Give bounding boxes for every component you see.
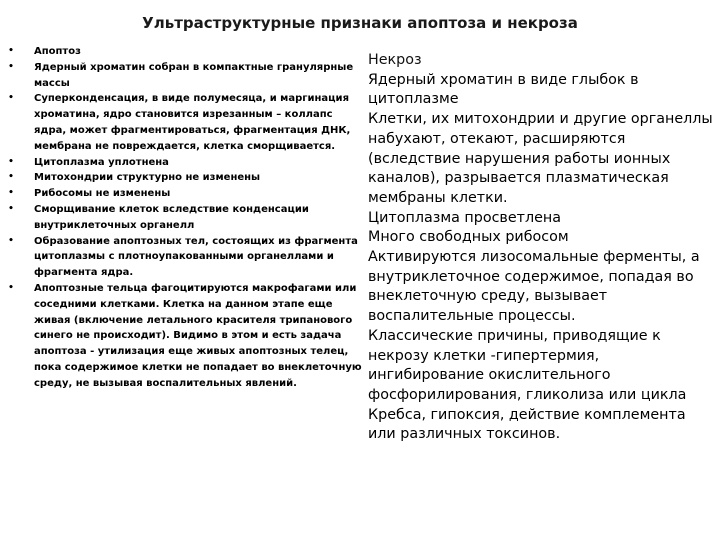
necrosis-paragraph: Цитоплазма просветлена <box>368 209 562 226</box>
apoptosis-item-text: Образование апоптозных тел, состоящих из фрагмента цитоплазмы с плотноупакованными органеллами и фрагмента ядра. <box>34 235 358 279</box>
bullet-icon: • <box>8 156 14 167</box>
bullet-icon: • <box>8 172 14 183</box>
necrosis-column <box>368 51 716 445</box>
apoptosis-item-text: Сморщивание клеток вследствие конденсации внутриклеточных органелл <box>34 203 309 231</box>
apoptosis-item <box>6 186 368 202</box>
necrosis-paragraph: Активируются лизосомальные ферменты, а внутриклеточное содержимое, попадая во внеклеточную среду, вызывает воспалительные процессы. <box>368 249 700 325</box>
apoptosis-item-text: Апоптозные тельца фагоцитируются макрофагами или соседними клетками. Клетка на данном этапе еще живая (включение летального красителя трипанового синего не происходит). Видимо в этом и есть задача апоптоза - утилизация еще живых апоптозных телец, пока содержимое клетки не попадает во внеклеточную среду, не вызывая воспалительных явлений. <box>34 282 362 389</box>
apoptosis-list <box>6 44 368 392</box>
necrosis-paragraph: Ядерный хроматин в виде глыбок в цитоплазме <box>368 71 639 108</box>
apoptosis-item-text: Ядерный хроматин собран в компактные гранулярные массы <box>34 61 354 89</box>
bullet-icon: • <box>8 235 14 246</box>
apoptosis-item <box>6 234 368 281</box>
bullet-icon: • <box>8 188 14 199</box>
bullet-icon: • <box>8 46 14 56</box>
apoptosis-item <box>6 91 368 154</box>
apoptosis-item <box>6 202 368 234</box>
necrosis-paragraph: Классические причины, приводящие к некрозу клетки -гипертермия, ингибирование окислительного фосфорилирования, гликолиза или цикла Кребса, гипоксия, действие комплемента или различных токсинов. <box>368 327 687 443</box>
bullet-icon: • <box>8 93 14 104</box>
apoptosis-item <box>6 281 368 392</box>
apoptosis-item-text: Митохондрии структурно не изменены <box>34 172 261 184</box>
apoptosis-item-text: Рибосомы не изменены <box>34 188 171 200</box>
necrosis-paragraph: Клетки, их митохондрии и другие органеллы набухают, отекают, расширяются (вследствие нарушения работы ионных каналов), разрывается плазматическая мембраны клетки. <box>368 111 713 206</box>
apoptosis-item-text: Суперконденсация, в виде полумесяца, и маргинация хроматина, ядро становится изрезанным – коллапс ядра, может фрагментироваться, фрагментация ДНК, мембрана не повреждается, клетка сморщивается. <box>34 93 351 152</box>
bullet-icon: • <box>8 203 14 214</box>
bullet-icon: • <box>8 61 14 72</box>
bullet-icon: • <box>8 282 14 293</box>
apoptosis-column <box>6 44 368 392</box>
slide-title: Ультраструктурные признаки апоптоза и некроза <box>142 14 578 32</box>
apoptosis-item-text: Цитоплазма уплотнена <box>34 156 169 168</box>
apoptosis-item <box>6 44 368 60</box>
apoptosis-item-text: Апоптоз <box>34 46 81 57</box>
apoptosis-item <box>6 60 368 92</box>
apoptosis-item <box>6 155 368 171</box>
apoptosis-item <box>6 170 368 186</box>
necrosis-paragraph: Много свободных рибосом <box>368 229 569 246</box>
necrosis-heading: Некроз <box>368 52 422 68</box>
